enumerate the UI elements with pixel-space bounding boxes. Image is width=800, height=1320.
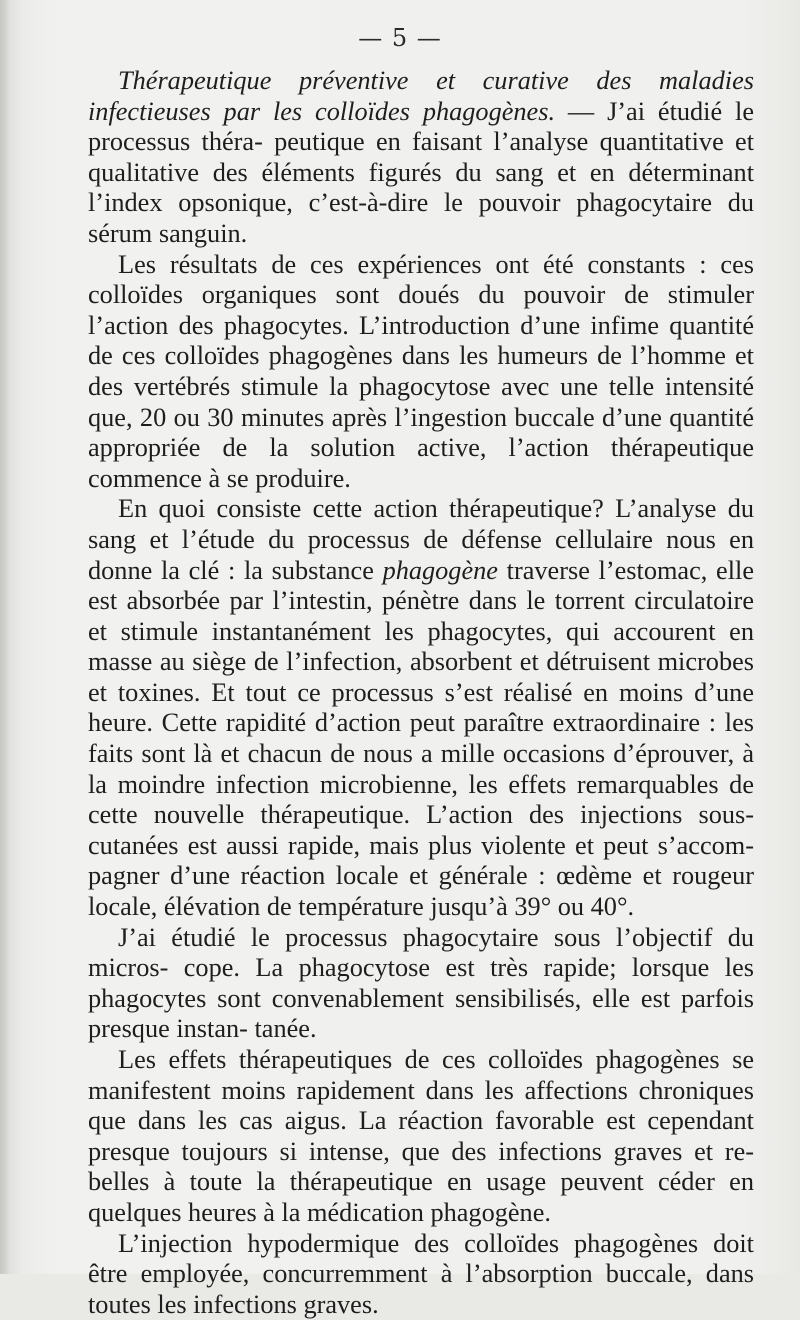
- paragraph-therapeutique: [88, 66, 754, 250]
- binding-edge-shadow: [0, 0, 10, 1274]
- paragraph-microscope: J’ai étudié le processus phagocytaire sous l’objectif du micros- cope. La phagocytose est très rapide; lorsque les phagocytes sont convenablement sensibilisés, elle est parfois presque instan- tanée.: [88, 922, 754, 1044]
- emphasized-term: phagogène: [382, 555, 498, 585]
- body-text: [88, 66, 754, 1320]
- paragraph-injection: L’injection hypodermique des colloïdes phagogènes doit être employée, concurremment à l’absorption buccale, dans toutes les infections graves.: [88, 1228, 754, 1319]
- paragraph-effets: Les effets thérapeutiques de ces colloïdes phagogènes se manifestent moins rapidement dans les affections chroniques que dans les cas aigus. La réaction favorable est cependant presque toujours si intense, que des infections graves et re- belles à toute la thérapeutique en usage peuvent céder en quelques heures à la médication phagogène.: [88, 1045, 754, 1227]
- paragraph-text: En quoi consiste cette action thérapeutique? L’analyse du sang et l’étude du processus de défense cellulaire nous en donne la clé : la substance: [88, 494, 754, 585]
- paragraph-text: — J’ai étudié le processus théra- peutique en faisant l’analyse quantitative et qualitative des éléments figurés du sang et en déterminant l’index opsonique, c’est-à-dire le pouvoir phagocytaire du sérum sanguin.: [88, 96, 754, 248]
- paragraph-action-therapeutique: [88, 494, 754, 922]
- paragraph-text: traverse l’estomac, elle est absorbée par l’intestin, pénètre dans le torrent circulatoire et stimule instantanément les phagocytes, qui accourent en masse au siège de l’infection, absorbent et détruisent microbes et toxines. Et tout ce processus s’est réalisé en moins d’une heure. Cette rapidité d’action peut paraître extraordinaire : les faits sont là et chacun de nous a mille occasions d’éprouver, à la moindre infection microbienne, les effets remarquables de cette nouvelle thérapeutique. L’action des injections sous- cutanées est aussi rapide, mais plus violente et peut s’accom- pagner d’une réaction locale et générale : œdème et rougeur locale, élévation de température jusqu’à 39° ou 40°.: [88, 555, 754, 922]
- paragraph-resultats: Les résultats de ces expériences ont été constants : ces colloïdes organiques sont doués du pouvoir de stimuler l’action des phagocytes. L’introduction d’une infime quantité de ces colloïdes phagogènes dans les humeurs de l’homme et des vertébrés stimule la phagocytose avec une telle intensité que, 20 ou 30 minutes après l’ingestion buccale d’une quantité appropriée de la solution active, l’action thérapeutique commence à se produire.: [88, 249, 754, 493]
- section-title: Thérapeutique préventive et curative des maladies infectieuses par les colloïdes phagogènes.: [88, 66, 754, 126]
- page-number: — 5 —: [358, 24, 442, 52]
